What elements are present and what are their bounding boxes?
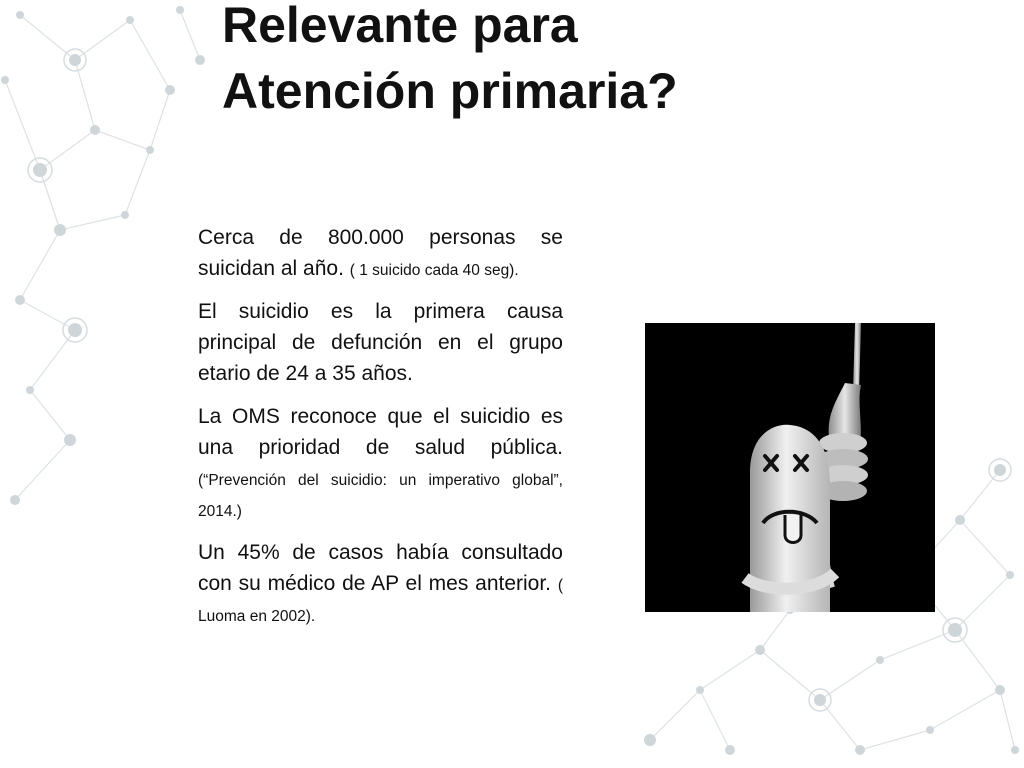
paragraph-2: [198, 296, 563, 389]
slide-title-line-1: Relevante para: [222, 0, 578, 53]
slide-title-line-2: Atención primaria?: [222, 63, 678, 119]
slide-body: [198, 222, 563, 642]
paragraph-3-main: La OMS reconoce que el suicidio es una prioridad de salud pública.: [198, 405, 563, 459]
paragraph-4-note: ( Luoma en 2002).: [198, 577, 563, 625]
paragraph-4: [198, 537, 563, 630]
slide-title: [222, 0, 922, 124]
paragraph-1: [198, 222, 563, 284]
paragraph-3: [198, 401, 563, 525]
paragraph-4-main: Un 45% de casos había consultado con su médico de AP el mes anterior.: [198, 541, 563, 595]
finger-noose-photo: [645, 323, 935, 612]
paragraph-1-main: Cerca de 800.000 personas se suicidan al año.: [198, 226, 563, 280]
paragraph-3-note: (“Prevención del suicidio: un imperativo global”, 2014.): [198, 472, 563, 520]
finger-noose-illustration: [645, 323, 935, 612]
paragraph-1-note: ( 1 suicido cada 40 seg).: [349, 262, 519, 279]
paragraph-2-main: El suicidio es la primera causa principal de defunción en el grupo etario de 24 a 35 años.: [198, 300, 563, 385]
